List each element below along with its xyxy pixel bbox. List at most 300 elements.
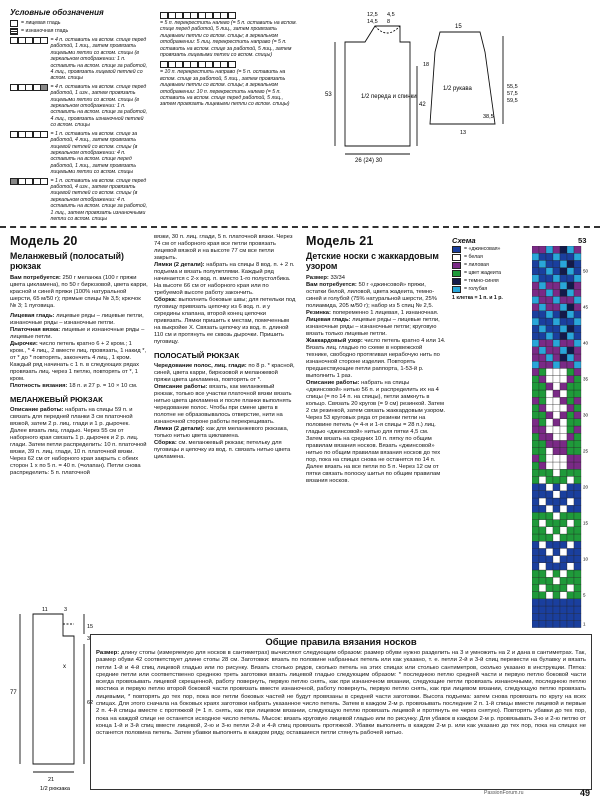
model21-col	[306, 234, 446, 485]
chart-cell	[546, 476, 553, 483]
chart-cell	[539, 311, 546, 318]
chart-cell	[539, 613, 546, 620]
chart-cell	[546, 505, 553, 512]
chart-cell	[567, 347, 574, 354]
chart-cell	[553, 534, 560, 541]
model20-assembly: Сборка: выполнить боковые швы; для петельки под пуговицу привязать цепочку из 6 вод. п. и у середины клапана, второй конец цепочки привязать. Лямки пришить к местам, помеченным на выкройке X. Связать цепочку из вод. п. длиной 110 см и протянуть ее сквозь дырочки. Пришить пуговицу.	[154, 297, 296, 345]
chart-cell	[539, 354, 546, 361]
chart-cell	[546, 520, 553, 527]
schematic-mid-dim: 42	[419, 102, 426, 108]
chart-cell	[546, 361, 553, 368]
chart-cell	[560, 527, 567, 534]
chart-cell	[567, 534, 574, 541]
chart-cell	[532, 462, 539, 469]
chart-cell	[546, 275, 553, 282]
model21-size: Размер: 33/34	[306, 275, 345, 281]
chart-cell	[539, 498, 546, 505]
chart-cell	[539, 304, 546, 311]
chart-cell	[567, 383, 574, 390]
chart-cell	[560, 469, 567, 476]
chart-legend-item	[452, 278, 538, 285]
chart-cell	[574, 455, 581, 462]
symbols-title: Условные обозначения	[10, 8, 104, 17]
chart-cell	[574, 433, 581, 440]
knit-cell-icon	[10, 20, 18, 27]
chart-cell	[567, 296, 574, 303]
chart-cell	[560, 419, 567, 426]
chart-cell	[567, 426, 574, 433]
chart-legend-label: = темно-синяя	[464, 278, 499, 285]
chart-cell	[553, 260, 560, 267]
chart-cell	[546, 347, 553, 354]
chart-cell	[546, 469, 553, 476]
schematic-dim-1: 12,5	[367, 12, 378, 18]
color-swatch-icon	[452, 286, 461, 293]
chart-cell	[560, 354, 567, 361]
chart-cell	[574, 469, 581, 476]
chart-cell	[546, 534, 553, 541]
chart-cell	[532, 325, 539, 332]
cable-10-right-icon	[160, 61, 235, 68]
chart-cell	[532, 505, 539, 512]
chart-cell	[532, 433, 539, 440]
chart-cell	[560, 253, 567, 260]
model21-title: Модель 21	[306, 234, 374, 248]
symbol-entry-3: = 1 п. оставить на вспом. спице за работой, 4 лиц., затем провязать лицевой петлей со вспом. спицы (в зеркальном отображении: 4 п. оставить на вспом. спице перед работой, 1 лиц., затем провязать лицевыми петли со вспом. спицы	[10, 131, 150, 176]
chart-cell	[574, 505, 581, 512]
chart-cell	[532, 606, 539, 613]
color-swatch-icon	[452, 246, 461, 253]
chart-cell	[567, 556, 574, 563]
chart-cell	[553, 476, 560, 483]
chart-cell	[532, 304, 539, 311]
chart-row-number: 40	[583, 340, 588, 346]
chart-cell	[567, 440, 574, 447]
chart-cell	[553, 584, 560, 591]
chart-cell	[532, 275, 539, 282]
chart-cell	[567, 599, 574, 606]
chart-cell	[567, 419, 574, 426]
chart-cell	[574, 332, 581, 339]
chart-cell	[574, 390, 581, 397]
chart-cell	[539, 534, 546, 541]
chart-cell	[546, 440, 553, 447]
chart-cell-note: 1 клетка = 1 п. и 1 р.	[452, 295, 503, 301]
chart-cell	[553, 397, 560, 404]
chart-cell	[539, 620, 546, 627]
chart-cell	[567, 325, 574, 332]
chart-cell	[553, 455, 560, 462]
chart-cell	[567, 340, 574, 347]
chart-cell	[574, 426, 581, 433]
chart-cell	[553, 520, 560, 527]
chart-cell	[539, 368, 546, 375]
chart-cell	[553, 448, 560, 455]
chart-cell	[532, 520, 539, 527]
cable-5-left-icon	[10, 131, 48, 176]
chart-cell	[567, 563, 574, 570]
chart-cell	[553, 325, 560, 332]
chart-cell	[539, 584, 546, 591]
chart-cell	[532, 282, 539, 289]
chart-cell	[532, 340, 539, 347]
chart-cell	[532, 527, 539, 534]
symbol-entry-1: = 4 п. оставить на вспом. спице перед работой, 1 лиц., затем провязать лицевыми петли со вспом. спицы (в зеркальном отображении: 1 п. оставить на вспом. спице за работой, 4 лиц., провязать лицевой петлей со вспом. спицы	[10, 37, 150, 82]
chart-cell	[567, 520, 574, 527]
chart-cell	[560, 462, 567, 469]
chart-cell	[553, 440, 560, 447]
chart-cell	[567, 368, 574, 375]
chart-cell	[546, 433, 553, 440]
chart-cell	[532, 246, 539, 253]
chart-legend-label: = голубая	[464, 286, 488, 293]
model20-work2: Описание работы: вязать, как меланжевый рюкзак, только все участки платочной вязки вязать нитью цвета цикламена и после планки выполнять чередование полос. Чтобы при смене цвета в полотне не образовывалось отверстие, нити на изнаночной стороне работы перекрещивать.	[154, 384, 292, 425]
chart-cell	[532, 361, 539, 368]
chart-row-number: 45	[583, 304, 588, 310]
chart-cell	[560, 340, 567, 347]
chart-cell	[567, 268, 574, 275]
chart-cell	[546, 426, 553, 433]
chart-cell	[532, 397, 539, 404]
sleeve-dim-3: 59,5	[507, 98, 518, 104]
chart-cell	[560, 577, 567, 584]
chart-cell	[539, 541, 546, 548]
chart-cell	[539, 289, 546, 296]
chart-cell	[546, 570, 553, 577]
chart-cell	[560, 563, 567, 570]
chart-cell	[539, 476, 546, 483]
backpack-dim-62: 62	[87, 700, 94, 706]
chart-cell	[539, 448, 546, 455]
chart-cell	[560, 512, 567, 519]
schematic-sleeve-label: 1/2 рукава	[443, 86, 472, 92]
sleeve-top-dim: 15	[455, 24, 462, 30]
chart-cell	[532, 455, 539, 462]
backpack-label: 1/2 рюкзака	[40, 786, 70, 792]
chart-cell	[553, 246, 560, 253]
chart-cell	[574, 599, 581, 606]
chart-cell	[532, 383, 539, 390]
schematic-bottom-dim: 26 (24) 30	[355, 158, 383, 164]
chart-cell	[532, 613, 539, 620]
chart-cell	[560, 584, 567, 591]
backpack-dim-bottom: 21	[48, 777, 55, 783]
chart-cell	[560, 520, 567, 527]
chart-cell	[539, 376, 546, 383]
model20-title: Модель 20	[10, 234, 78, 248]
chart-cell	[574, 318, 581, 325]
garment-schematic	[315, 6, 595, 166]
chart-cell	[553, 361, 560, 368]
chart-cell	[560, 534, 567, 541]
chart-cell	[574, 570, 581, 577]
model21-subtitle: Детские носки с жаккардовым узором	[306, 251, 439, 271]
chart-cell	[539, 282, 546, 289]
chart-cell	[532, 318, 539, 325]
chart-cell	[553, 412, 560, 419]
page-number: 49	[580, 788, 591, 798]
chart-cell	[532, 368, 539, 375]
chart-cell	[546, 498, 553, 505]
chart-cell	[546, 548, 553, 555]
chart-cell	[567, 613, 574, 620]
chart-cell	[539, 433, 546, 440]
chart-cell	[532, 296, 539, 303]
chart-cell	[539, 548, 546, 555]
chart-cell	[567, 570, 574, 577]
chart-cell	[553, 282, 560, 289]
chart-row-number: 15	[583, 520, 588, 526]
chart-cell	[567, 390, 574, 397]
chart-row-number: 25	[583, 448, 588, 454]
chart-cell	[560, 311, 567, 318]
chart-cell	[560, 498, 567, 505]
sleeve-dim-2: 57,5	[507, 91, 518, 97]
color-swatch-icon	[452, 262, 461, 269]
chart-cell	[560, 260, 567, 267]
chart-cell	[553, 332, 560, 339]
chart-cell	[567, 448, 574, 455]
model20-subtitle: Меланжевый (полосатый) рюкзак	[10, 251, 124, 271]
chart-cell	[532, 354, 539, 361]
chart-cell	[546, 311, 553, 318]
chart-cell	[539, 563, 546, 570]
chart-legend-label: = лиловая	[464, 262, 489, 269]
model21-materials: Вам потребуется: 50 г «джинсовой» пряжи, остатки белой, лиловой, цвета жадеита, темно-синей и голубой (75% натуральной шерсти, 25% полиамида, 205 м/50 г); набор из 5 спиц № 2,5.	[306, 282, 437, 309]
chart-cell	[532, 404, 539, 411]
chart-cell	[560, 361, 567, 368]
chart-legend-item	[452, 254, 538, 261]
schematic-dim-2: 14,5	[367, 19, 378, 25]
chart-cell	[553, 368, 560, 375]
backpack-x-mark: x	[63, 664, 66, 670]
chart-row-number: 35	[583, 376, 588, 382]
chart-cell	[567, 584, 574, 591]
chart-cell	[546, 541, 553, 548]
chart-cell	[553, 289, 560, 296]
chart-cell	[546, 368, 553, 375]
chart-cell	[532, 577, 539, 584]
chart-cell	[560, 433, 567, 440]
chart-cell	[546, 390, 553, 397]
chart-cell	[567, 397, 574, 404]
chart-cell	[553, 527, 560, 534]
chart-cell	[560, 246, 567, 253]
model20-col2	[154, 234, 296, 461]
chart-cell	[532, 584, 539, 591]
chart-cell	[567, 548, 574, 555]
chart-cell	[574, 512, 581, 519]
model20-gauge: Плотность вязания: 18 п. и 27 р. = 10 × 10 см.	[10, 383, 138, 389]
chart-cell	[567, 289, 574, 296]
chart-cell	[532, 390, 539, 397]
chart-cell	[553, 491, 560, 498]
chart-cell	[539, 347, 546, 354]
chart-cell	[560, 448, 567, 455]
chart-cell	[539, 412, 546, 419]
chart-cell	[560, 440, 567, 447]
chart-cell	[560, 383, 567, 390]
general-text: Размер: длину стопы (измеряемую для носков в сантиметрах) вычисляют следующим образом: размер обуви нужно разделить на 3 и умножить на 2 и дана в сантиметрах. Так, размер обуви 42 соответствует длине стопы 28 см. Заготовки: вязать по половине набранных петель или как указано, т. е. петли 2-й и 3-й спиц перевести на булавку и вязать петли 1-й и 4-й спиц лицевой гладью или по рисунку. Вязать столько рядов, сколько петель на этих спицах или столько сантиметров, сколько указано в инструкции. Пятка: средние петли или соответственно среднюю треть заготовки вязать лицевой гладью следующим образом: * последнюю петлю средней части и первую петлю боковой части всегда провязывать лицевой скрещенной, работу повернуть, первую петлю снять, как при изнаночном вязании, следующие петли провязать изнаночными, последнюю петлю мостика и первую петлю второй боковой части провязать вместе изнаночной, работу повернуть, первую петлю снять, как при лицевом вязании, следующую петлю провязать лицевыми, * повторять до тех пор, пока все петли боковых частей не будут провязаны в средней части заготовки. Высота подъема: затем снова провязать по кругу на всех спицах. Для этого сначала на боковых краях заготовки набрать указанное число петель. Затем в каждом 2-м р. провязывать последние 2 п. 1-й спицы вместе лицевой и первые 2 п. 4-й спицы вместе с протяжкой (= 1 п. снять, как при лицевом вязании, следующую петлю провязать лицевой и протянуть ее через снятую). Повторять убавки до тех пор, пока на каждой спице не останется исходное число петель. Мысок: вязать круговую лицевой гладью или по рисунку. Для убавок в каждом 2-м р. провязывать 3-ю и 2-ю петлю от конца 1-й и 3-й спиц вместе лицевой, 2-ю и 3-ю петли 2-й и 4-й спиц провязать протяжкой. Убавки выполнять в каждом 2-м р. или как указано до тех пор, пока на спицах не останется половина петель. Затем убавки выполнять в каждом ряду, оставшиеся петли стянуть рабочей нитью.	[96, 650, 587, 737]
chart-cell	[567, 498, 574, 505]
chart-cell	[560, 282, 567, 289]
chart-cell	[546, 606, 553, 613]
chart-cell	[539, 253, 546, 260]
chart-cell	[560, 368, 567, 375]
chart-cell	[539, 570, 546, 577]
chart-cell	[532, 376, 539, 383]
chart-cell	[532, 469, 539, 476]
chart-cell	[532, 268, 539, 275]
chart-cell	[546, 584, 553, 591]
model20-stockinette: Лицевая гладь: лицевые ряды – лицевые петли, изнаночные ряды – изнаночные петли.	[10, 313, 144, 326]
chart-cell	[567, 318, 574, 325]
chart-cell	[553, 304, 560, 311]
chart-cell	[574, 592, 581, 599]
chart-cell	[539, 491, 546, 498]
chart-cell	[553, 340, 560, 347]
chart-cell	[574, 563, 581, 570]
model20-stripes: Чередование полос, лиц. глади: по 8 р. * красной, синей, цвета карри, бирюзовой и меланжевой пряжи цвета цикламена, повторять от *.	[154, 363, 295, 383]
chart-cell	[560, 268, 567, 275]
chart-cell	[546, 376, 553, 383]
chart-cell	[574, 304, 581, 311]
chart-cell	[546, 563, 553, 570]
chart-cell	[574, 347, 581, 354]
symbol-purl: = изнаночная гладь	[10, 28, 150, 35]
chart-cell	[546, 491, 553, 498]
chart-cell	[553, 620, 560, 627]
chart-cell	[553, 275, 560, 282]
chart-cell	[539, 260, 546, 267]
chart-cell	[574, 296, 581, 303]
chart-cell	[553, 541, 560, 548]
chart-cell	[567, 246, 574, 253]
chart-cell	[574, 440, 581, 447]
chart-cell	[539, 527, 546, 534]
chart-cell	[539, 455, 546, 462]
chart-cell	[539, 296, 546, 303]
jacquard-chart	[532, 246, 588, 628]
chart-cell	[574, 534, 581, 541]
chart-cell	[560, 275, 567, 282]
chart-cell	[539, 512, 546, 519]
backpack-dim-top-2: 3	[64, 607, 68, 613]
chart-cell	[546, 318, 553, 325]
model20-sec2: ПОЛОСАТЫЙ РЮКЗАК	[154, 351, 240, 360]
chart-row-number: 20	[583, 484, 588, 490]
chart-cell	[546, 282, 553, 289]
chart-cell	[574, 253, 581, 260]
chart-cell	[539, 556, 546, 563]
chart-cell	[539, 390, 546, 397]
chart-cell	[574, 289, 581, 296]
chart-cell	[567, 361, 574, 368]
chart-cell	[574, 282, 581, 289]
chart-cell	[560, 484, 567, 491]
chart-cell	[532, 541, 539, 548]
chart-cell	[574, 376, 581, 383]
chart-cell	[539, 505, 546, 512]
chart-cell	[560, 620, 567, 627]
chart-cell	[567, 606, 574, 613]
model21-work: Описание работы: набрать на спицы «джинсовой» нитью 56 п. и распределить их на 4 спицы (= по 14 п. на спицы), петли замкнуть в кольцо. Связать 20 кругов (= 9 см) резинкой. Затем 2 см резинкой, затем связать жаккардовым узором. Через 53 круговых ряда от резинки петли на половине петель (= 4-я и 1-я спицы = 28 п.) лиц. гладью «джинсовой» нитью для пятки 4,5 см. Затем вязать на средних 10 п. пятку по общим правилам вязания носков. Вязать «джинсовой» нитью по общим правилам вязания носков до тех пор, пока на спицах снова не останется по 14 п. Далее вязать на все петли по 5 п. Через 12 см от пятки связать полоску шитья по общим правилам вязания носков.	[306, 380, 446, 484]
symbol-entry-2: = 4 п. оставить на вспом. спице перед работой, 1 изн., затем провязать лицевыми петли со вспом. спицы (в зеркальном отображении: 1 п. оставить на вспом. спице за работой, 4 лиц., провязать изнаночной петлей со вспом. спицы	[10, 84, 150, 129]
chart-cell	[560, 541, 567, 548]
chart-cell	[546, 354, 553, 361]
chart-cell	[553, 383, 560, 390]
symbol-entry-5	[160, 12, 300, 19]
chart-cell	[574, 620, 581, 627]
chart-cell	[532, 426, 539, 433]
chart-cell	[574, 548, 581, 555]
chart-cell	[546, 577, 553, 584]
chart-cell	[539, 484, 546, 491]
chart-cell	[546, 253, 553, 260]
chart-cell	[567, 332, 574, 339]
chart-legend-item	[452, 246, 538, 253]
chart-cell	[553, 484, 560, 491]
chart-cell	[574, 577, 581, 584]
chart-cell	[574, 491, 581, 498]
chart-cell	[553, 404, 560, 411]
chart-cell	[532, 620, 539, 627]
color-swatch-icon	[452, 270, 461, 277]
chart-cell	[574, 383, 581, 390]
chart-cell	[567, 512, 574, 519]
chart-cell	[553, 563, 560, 570]
model20-straps2: Лямки (2 детали): как для меланжевого рюкзака, только нитью цвета цикламена.	[154, 426, 289, 439]
chart-legend-item	[452, 286, 538, 293]
chart-cell	[546, 484, 553, 491]
chart-cell	[560, 570, 567, 577]
cable-5-icon	[10, 37, 48, 82]
chart-cell	[532, 412, 539, 419]
chart-cell	[574, 462, 581, 469]
chart-cell	[567, 527, 574, 534]
chart-cell	[539, 462, 546, 469]
chart-cell	[574, 340, 581, 347]
chart-cell	[560, 296, 567, 303]
chart-cell	[567, 260, 574, 267]
chart-cell	[546, 289, 553, 296]
schematic-left-dim: 53	[325, 92, 332, 98]
chart-legend-item	[452, 262, 538, 269]
chart-cell	[553, 426, 560, 433]
chart-cell	[546, 512, 553, 519]
chart-cell	[546, 620, 553, 627]
chart-row-number: 5	[583, 592, 586, 598]
chart-legend-label: = цвет жадеита	[464, 270, 502, 277]
chart-cell	[560, 476, 567, 483]
chart-cell	[539, 440, 546, 447]
general-title: Общие правила вязания носков	[265, 637, 417, 648]
symbol-entry-4: = 1 п. оставить на вспом. спице перед работой, 4 изн., затем провязать лицевой петлей со вспом. спицы (в зеркальном отображении: 4 п. оставить на вспом. спице за работой, 1 лиц., затем провязать изнаночными петли со вспом. спицы	[10, 178, 150, 223]
color-swatch-icon	[452, 254, 461, 261]
chart-cell	[567, 354, 574, 361]
chart-cell	[574, 527, 581, 534]
chart-cell	[553, 556, 560, 563]
chart-cell	[567, 455, 574, 462]
model21-stockinette: Лицевая гладь: лицевые ряды – лицевые петли, изнаночные ряды – изнаночные петли; круговую вязать только лицевые петли.	[306, 317, 440, 337]
chart-cell	[567, 491, 574, 498]
chart-cell	[574, 412, 581, 419]
chart-cell	[553, 433, 560, 440]
chart-cell	[539, 275, 546, 282]
chart-cell	[546, 332, 553, 339]
chart-cell	[532, 570, 539, 577]
chart-cell	[560, 404, 567, 411]
